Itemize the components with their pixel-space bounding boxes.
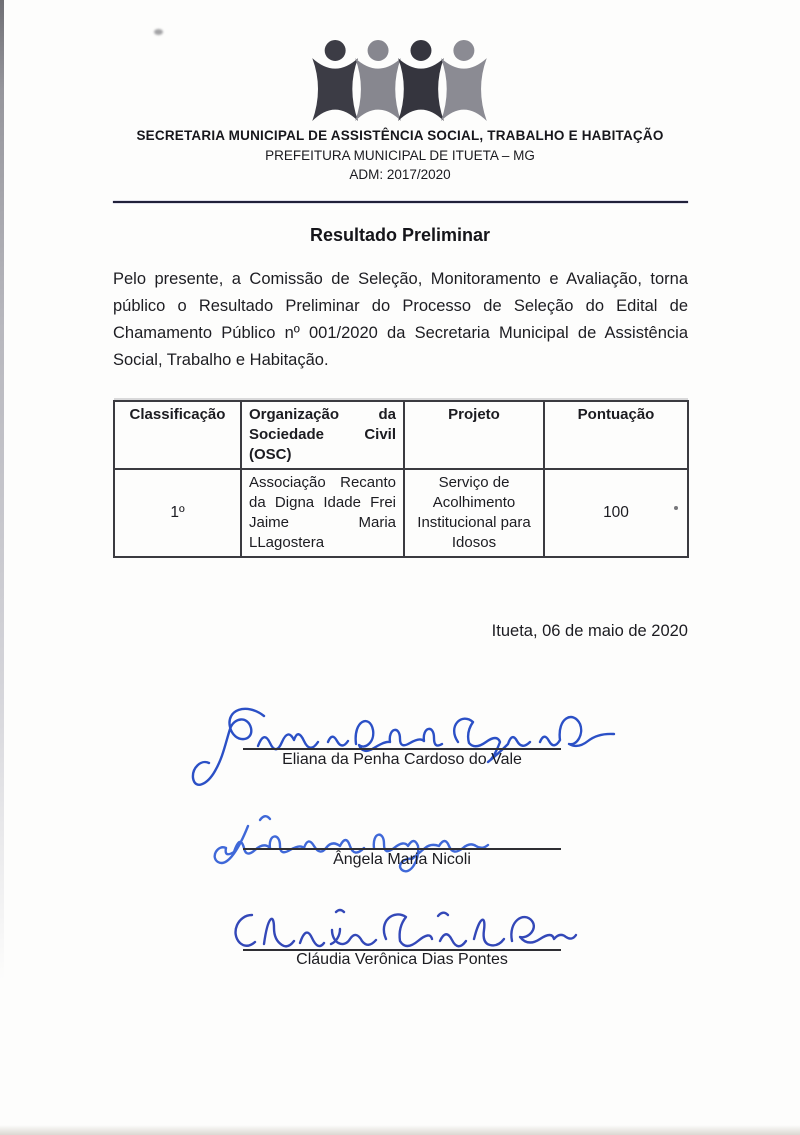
letterhead-adm: ADM: 2017/2020 — [349, 167, 451, 182]
table-row — [114, 469, 688, 557]
signer-name: Eliana da Penha Cardoso do Vale — [282, 751, 522, 768]
signer-name: Ângela Maria Nicoli — [333, 851, 471, 868]
col-header-osc: Organização da Sociedade Civil (OSC) — [241, 401, 404, 469]
scan-edge-artifact — [0, 1125, 800, 1135]
date-line: Itueta, 06 de maio de 2020 — [491, 622, 688, 640]
header-divider — [113, 201, 688, 203]
signer-name: Cláudia Verônica Dias Pontes — [296, 951, 508, 968]
letterhead — [0, 126, 800, 185]
cell-pontuacao: 100 — [544, 469, 688, 557]
letterhead-prefeitura: PREFEITURA MUNICIPAL DE ITUETA – MG — [265, 147, 535, 163]
col-header-projeto: Projeto — [404, 401, 544, 469]
scan-artifact — [154, 29, 163, 35]
results-table — [113, 400, 689, 558]
body-paragraph: Pelo presente, a Comissão de Seleção, Monitoramento e Avaliação, torna público o Resultado Preliminar do Processo de Seleção do Edital de Chamamento Público nº 001/2020 da Secretaria Municipal de Assistência Social, Trabalho e Habitação. — [113, 270, 688, 369]
cell-projeto: Serviço de Acolhimento Institucional para Idosos — [404, 469, 544, 557]
people-logo-icon — [302, 40, 498, 122]
col-header-classificacao: Classificação — [114, 401, 241, 469]
cell-classificacao: 1º — [114, 469, 241, 557]
letterhead-secretaria: SECRETARIA MUNICIPAL DE ASSISTÊNCIA SOCIAL, TRABALHO E HABITAÇÃO — [136, 128, 664, 143]
col-header-pontuacao: Pontuação — [544, 401, 688, 469]
cell-organizacao: Associação Recanto da Digna Idade Frei Jaime Maria LLagostera — [241, 469, 404, 557]
signature-line — [243, 748, 561, 750]
table-header-row — [114, 401, 688, 469]
signature-line — [243, 848, 561, 850]
document-title: Resultado Preliminar — [309, 225, 491, 245]
